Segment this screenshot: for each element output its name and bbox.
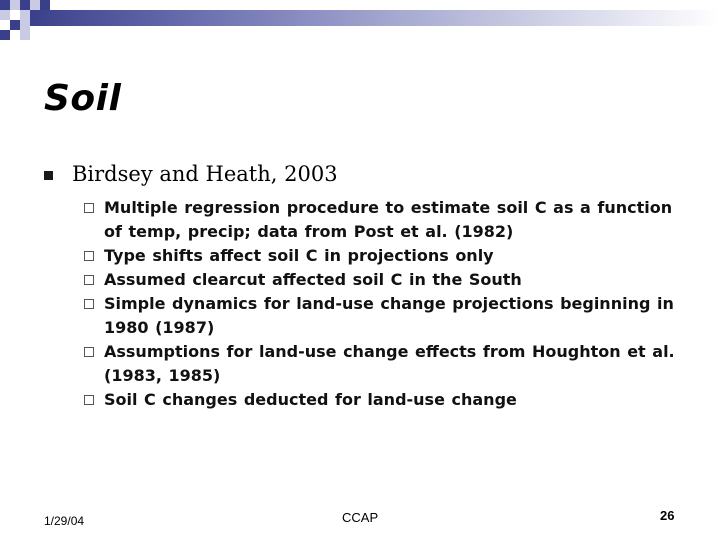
hollow-square-bullet-icon — [84, 251, 94, 261]
checker-square-icon — [0, 30, 10, 40]
gradient-bar — [28, 10, 720, 26]
sub-bullet-text: Assumed clearcut affected soil C in the South — [104, 270, 522, 289]
hollow-square-bullet-icon — [84, 275, 94, 285]
checker-square-icon — [10, 10, 20, 20]
checker-square-icon — [20, 0, 30, 10]
checker-square-icon — [20, 30, 30, 40]
hollow-square-bullet-icon — [84, 347, 94, 357]
hollow-square-bullet-icon — [84, 395, 94, 405]
sub-bullet-text: Soil C changes deducted for land-use change — [104, 390, 517, 409]
sub-bullet-text: Multiple regression procedure to estimate soil C as a function of temp, precip; data from Post et al. (1982) — [104, 198, 673, 241]
sub-bullet-item — [84, 196, 684, 244]
footer-center-label: CCAP — [342, 510, 379, 525]
checker-square-icon — [10, 0, 20, 10]
level1-bullet-text: Birdsey and Heath, 2003 — [72, 162, 338, 186]
sub-bullet-text: Simple dynamics for land-use change projections beginning in 1980 (1987) — [104, 294, 674, 337]
checker-square-icon — [0, 10, 10, 20]
sub-bullet-item — [84, 292, 684, 340]
hollow-square-bullet-icon — [84, 203, 94, 213]
checker-square-icon — [30, 0, 40, 10]
sub-bullet-item — [84, 340, 684, 388]
footer-date: 1/29/04 — [44, 514, 85, 528]
sub-bullet-item — [84, 388, 684, 412]
sub-bullet-item — [84, 244, 684, 268]
sub-bullet-item — [84, 268, 684, 292]
sub-bullet-text: Assumptions for land-use change effects from Houghton et al. (1983, 1985) — [104, 342, 675, 385]
sub-bullet-list — [84, 196, 684, 412]
checker-square-icon — [0, 0, 10, 10]
hollow-square-bullet-icon — [84, 299, 94, 309]
checker-square-icon — [20, 10, 30, 20]
checker-square-icon — [40, 0, 50, 10]
slide-title: Soil — [44, 78, 122, 119]
sub-bullet-text: Type shifts affect soil C in projections only — [104, 246, 494, 265]
filled-square-bullet-icon — [44, 171, 53, 180]
page-number: 26 — [660, 508, 675, 523]
checker-square-icon — [20, 20, 30, 30]
checker-square-icon — [10, 20, 20, 30]
